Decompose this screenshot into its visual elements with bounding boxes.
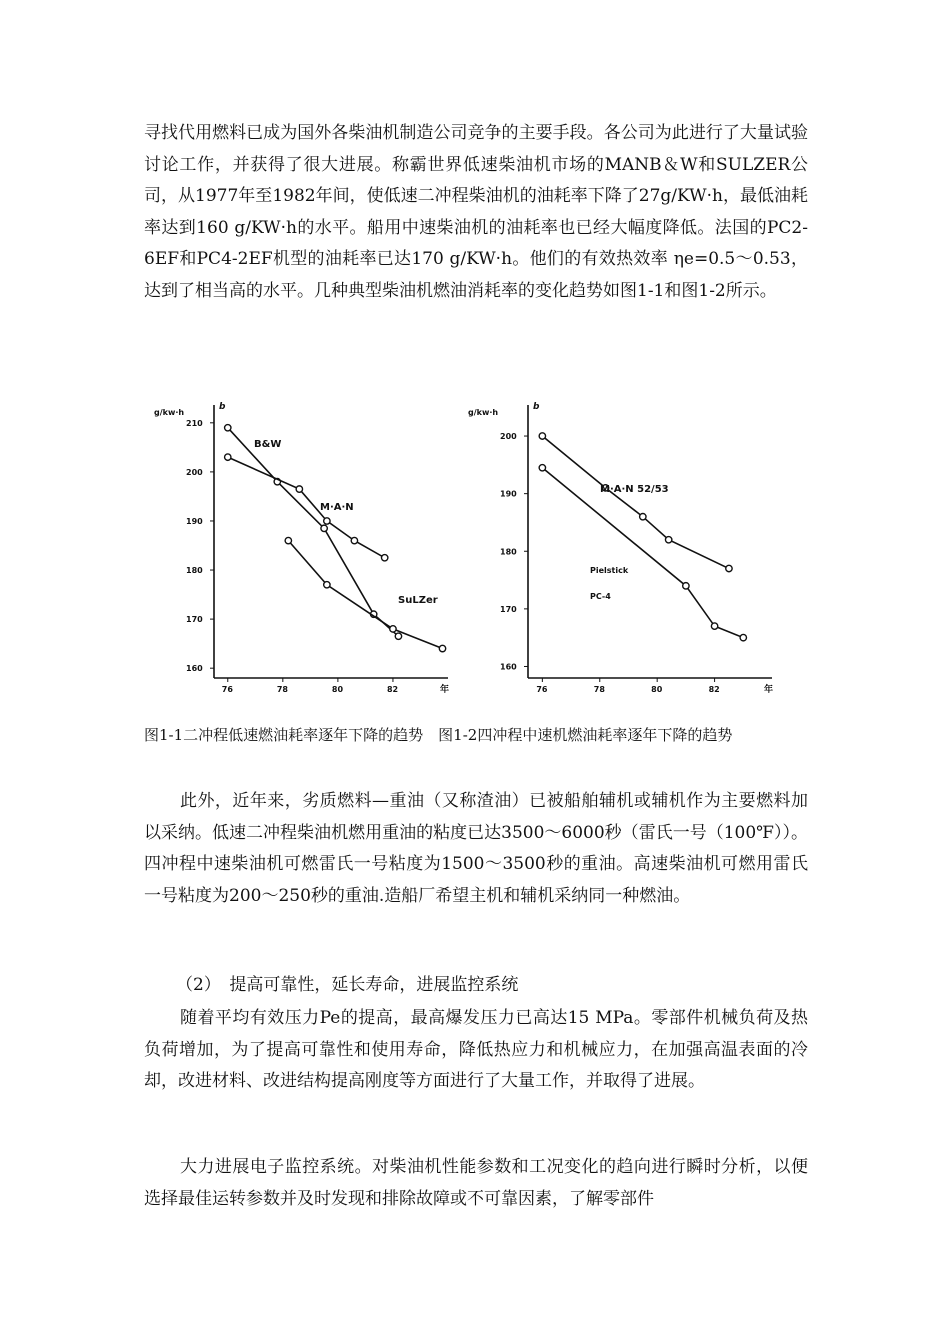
- data-point: [726, 565, 732, 571]
- series-label: Pielstick: [590, 566, 629, 575]
- y-tick-label: 170: [186, 615, 203, 625]
- data-point: [539, 433, 545, 439]
- data-point: [711, 623, 717, 629]
- x-tick-label: 80: [331, 685, 344, 694]
- data-point: [381, 555, 387, 561]
- series-line: [542, 436, 729, 568]
- data-point: [225, 454, 231, 460]
- body-paragraph-1: 寻找代用燃料已成为国外各柴油机制造公司竞争的主要手段。各公司为此进行了大量试验讨论工作，并获得了很大进展。称霸世界低速柴油机市场的MANB＆W和SULZER公司，从1977年至1982年间，使低速二冲程柴油机的油耗率下降了27g/KW·h，最低油耗率达到160 g/KW·h的水平。船用中速柴油机的油耗率也已经大幅度降低。法国的PC2-6EF和PC4-2EF机型的油耗率已达170 g/KW·h。他们的有效热效率 ηe=0.5～0.53，达到了相当高的水平。几种典型柴油机燃油消耗率的变化趋势如图1-1和图1-2所示。: [144, 123, 808, 301]
- y-axis-mark: b: [219, 402, 226, 412]
- series-line: [228, 457, 385, 558]
- data-point: [285, 537, 291, 543]
- data-point: [665, 537, 671, 543]
- figure-1-2-chart: [468, 395, 792, 695]
- x-tick-label: 76: [536, 685, 548, 694]
- x-tick-label: 80: [651, 685, 663, 694]
- x-axis-label: 年: [764, 685, 774, 695]
- y-tick-label: 200: [500, 432, 517, 442]
- y-tick-label: 170: [500, 604, 517, 614]
- section-heading: （2） 提高可靠性，延长寿命，进展监控系统: [176, 975, 519, 995]
- data-point: [324, 582, 330, 588]
- body-paragraph-4: 大力进展电子监控系统。对柴油机性能参数和工况变化的趋向进行瞬时分析，以便选择最佳运转参数并及时发现和排除故障或不可靠因素，了解零部件: [144, 1157, 808, 1209]
- y-tick-label: 160: [500, 662, 517, 672]
- y-axis-mark: b: [533, 402, 540, 412]
- y-tick-label: 190: [500, 489, 517, 499]
- data-point: [390, 626, 396, 632]
- x-tick-label: 78: [276, 685, 288, 694]
- y-tick-label: 160: [186, 664, 203, 674]
- series-label: B&W: [254, 439, 282, 450]
- data-point: [321, 525, 327, 531]
- figure-1-2: [468, 395, 792, 695]
- y-axis-label: g/kw·h: [468, 408, 499, 417]
- body-paragraph-2: 此外，近年来，劣质燃料—重油（又称渣油）已被船舶辅机或辅机作为主要燃料加以采纳。低速二冲程柴油机燃用重油的粘度已达3500～6000秒（雷氏一号（100℉））。四冲程中速柴油机可燃雷氏一号粘度为1500～3500秒的重油。高速柴油机可燃用雷氏一号粘度为200～250秒的重油.造船厂希望主机和辅机采纳同一种燃油。: [144, 791, 808, 906]
- data-point: [225, 425, 231, 431]
- series-label: M·A·N: [320, 502, 354, 513]
- data-point: [351, 537, 357, 543]
- series-label: SuLZer: [398, 595, 438, 606]
- x-tick-label: 82: [386, 685, 399, 694]
- y-tick-label: 180: [186, 566, 203, 576]
- y-tick-label: 200: [186, 467, 203, 477]
- data-point: [296, 486, 302, 492]
- data-point: [539, 465, 545, 471]
- figure-1-1: [148, 395, 466, 695]
- data-point: [683, 583, 689, 589]
- x-axis-label: 年: [440, 685, 450, 695]
- data-point: [439, 645, 445, 651]
- data-point: [395, 633, 401, 639]
- body-paragraph-3: 随着平均有效压力Pe的提高，最高爆发压力已高达15 MPa。零部件机械负荷及热负荷增加，为了提高可靠性和使用寿命，降低热应力和机械应力，在加强高温表面的冷却，改进材料、改进结构提高刚度等方面进行了大量工作，并取得了进展。: [144, 1008, 808, 1091]
- series-line: [228, 428, 399, 637]
- y-tick-label: 180: [500, 547, 517, 557]
- y-axis-label: g/kw·h: [154, 408, 185, 417]
- data-point: [740, 634, 746, 640]
- x-tick-label: 78: [593, 685, 605, 694]
- data-point: [324, 518, 330, 524]
- y-tick-label: 190: [186, 516, 203, 526]
- figure-1-1-chart: [148, 395, 466, 695]
- figure-captions: 图1-1二冲程低速燃油耗率逐年下降的趋势 图1-2四冲程中速机燃油耗率逐年下降的趋势: [144, 726, 733, 744]
- series-label: M·A·N 52/53: [600, 484, 669, 495]
- y-tick-label: 210: [186, 418, 203, 428]
- x-tick-label: 76: [221, 685, 233, 694]
- x-tick-label: 82: [708, 685, 720, 694]
- data-point: [640, 513, 646, 519]
- series-label: PC-4: [590, 592, 611, 601]
